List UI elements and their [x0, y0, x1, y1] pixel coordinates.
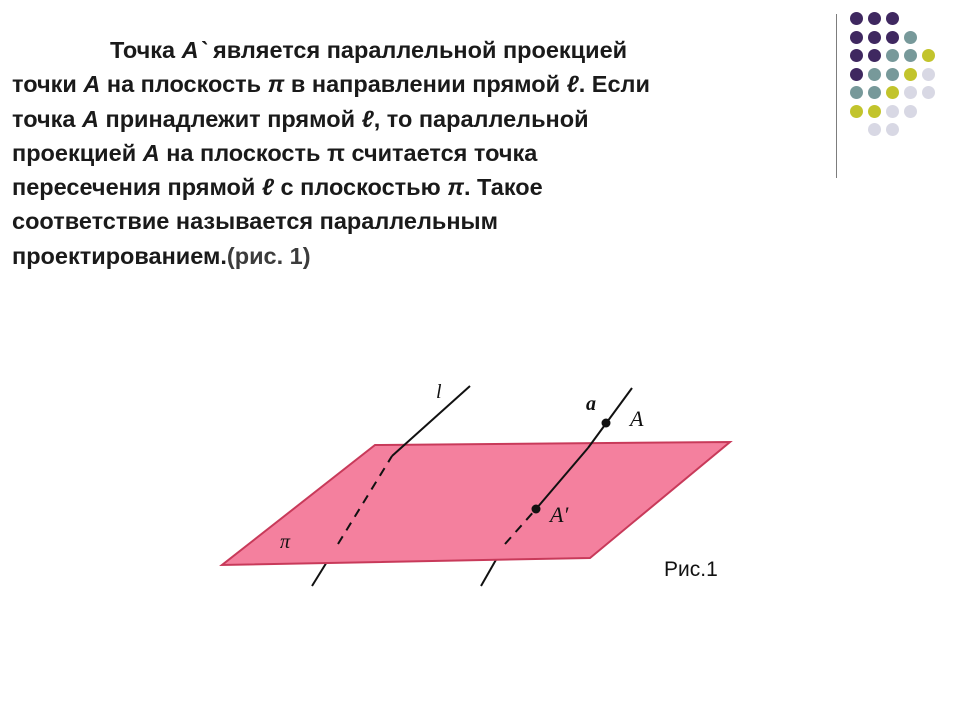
decor-dot [886, 12, 899, 25]
paragraph-line-6 [12, 204, 802, 238]
paragraph-line-5 [12, 170, 802, 204]
decor-dot [850, 12, 863, 25]
text-segment: проектированием. [12, 242, 227, 269]
decor-dot [850, 86, 863, 99]
point-a-label: A [630, 406, 644, 431]
decor-dot [868, 31, 881, 44]
point-a-prime-label: A′ [550, 502, 569, 527]
decor-dot [868, 68, 881, 81]
text-segment: соответствие называется параллельным [12, 208, 498, 235]
decor-dot [868, 105, 881, 118]
decor-dot [904, 49, 917, 62]
decor-dot [886, 49, 899, 62]
point-a-symbol: А [142, 139, 160, 166]
line-l-symbol: ℓ [361, 105, 374, 132]
paragraph-line-7 [12, 239, 802, 273]
paragraph-line-1 [12, 33, 802, 67]
decor-dot [904, 31, 917, 44]
text-segment: в направлении прямой [284, 71, 567, 98]
point-a [602, 419, 611, 428]
decor-dot [868, 12, 881, 25]
text-segment: на плоскость [100, 71, 268, 98]
plane-pi [222, 442, 730, 565]
plane-pi-symbol: π [267, 71, 285, 98]
plane-pi-label: π [280, 531, 291, 553]
point-a-prime [532, 505, 541, 514]
decor-dot [904, 68, 917, 81]
decor-dot [868, 86, 881, 99]
decor-dot [922, 68, 935, 81]
divider-line [836, 14, 837, 178]
decor-dot [886, 105, 899, 118]
line-l-symbol: ℓ [261, 174, 275, 201]
decor-dot [868, 49, 881, 62]
text-segment: точка [12, 105, 82, 132]
decor-dot [904, 86, 917, 99]
text-segment: пересечения прямой [12, 174, 262, 201]
text-segment: проекцией [12, 139, 143, 166]
decor-dot [886, 68, 899, 81]
point-a-symbol: А [83, 71, 101, 98]
plane-pi-symbol: π [447, 174, 464, 201]
decor-dot [850, 68, 863, 81]
decor-dot [850, 49, 863, 62]
text-segment: на плоскость π считается точка [159, 139, 538, 166]
text-segment: с плоскостью [274, 174, 448, 201]
line-l-symbol: ℓ [566, 71, 579, 98]
line-a-label: a [586, 393, 596, 415]
decor-dot [922, 49, 935, 62]
decor-dot [868, 123, 881, 136]
point-a-prime-symbol: А` [181, 37, 207, 63]
decor-dot [886, 86, 899, 99]
decor-dot [850, 31, 863, 44]
decor-dot [886, 123, 899, 136]
text-segment: , то параллельной [373, 105, 589, 132]
decor-dot [904, 105, 917, 118]
decor-dot [886, 31, 899, 44]
text-segment: является параллельной проекцией [206, 37, 628, 63]
paragraph-line-2 [12, 67, 802, 101]
line-l-label: l [436, 381, 442, 403]
text-segment: Точка [110, 37, 182, 63]
definition-paragraph [12, 33, 802, 273]
text-segment: принадлежит прямой [98, 105, 362, 132]
paragraph-line-4 [12, 136, 802, 170]
text-segment: . Такое [463, 174, 543, 201]
figure-reference: (рис. 1) [226, 242, 311, 269]
text-segment: точки [12, 71, 84, 98]
point-a-symbol: А [81, 105, 99, 132]
figure-caption: Рис.1 [664, 558, 718, 581]
decor-dot [850, 105, 863, 118]
text-segment: . Если [578, 71, 650, 98]
decor-dot [922, 86, 935, 99]
decorative-dot-grid [850, 12, 950, 162]
paragraph-line-3 [12, 102, 802, 136]
